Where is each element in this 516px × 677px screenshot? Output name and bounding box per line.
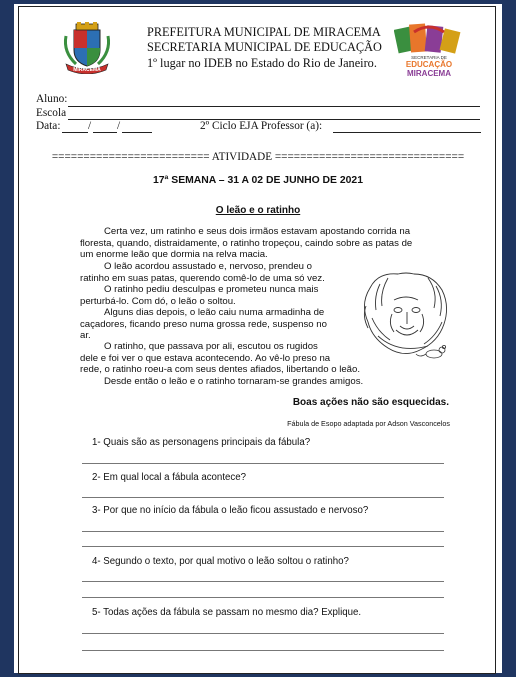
story-line: dele e foi ver o que estava acontecendo. Ao vê-lo preso na	[80, 352, 331, 364]
story-line: O ratinho pediu desculpas e prometeu nunca mais	[104, 284, 319, 295]
answer-line-q3a[interactable]	[82, 531, 444, 532]
story-line: caçadores, ficando preso numa grossa rede, suspenso no	[80, 318, 327, 330]
edu-logo-line2: EDUCAÇÃO	[405, 60, 453, 69]
answer-line-q3b[interactable]	[82, 546, 444, 547]
header-secretaria: SECRETARIA MUNICIPAL DE EDUCAÇÃO	[147, 40, 382, 54]
ciclo-professor-label: 2º Ciclo EJA Professor (a):	[200, 120, 323, 132]
story-line: perturbá-lo. Com dó, o leão o soltou.	[80, 295, 236, 307]
story-paragraph-2	[80, 261, 325, 284]
question-2: 2- Em qual local a fábula acontece?	[92, 472, 247, 483]
professor-field[interactable]	[333, 132, 481, 133]
answer-line-q5a[interactable]	[82, 633, 444, 634]
lion-and-mouse-illustration-icon	[358, 266, 456, 362]
story-line: ratinho em suas patas, querendo comê-lo de uma só vez.	[80, 272, 325, 284]
aluno-label: Aluno:	[36, 93, 68, 105]
municipal-crest-icon	[60, 22, 114, 74]
education-secretariat-logo-icon	[394, 22, 464, 80]
question-5: 5- Todas ações da fábula se passam no mesmo dia? Explique.	[92, 607, 362, 618]
header-ideb: 1º lugar no IDEB no Estado do Rio de Janeiro.	[147, 56, 377, 70]
story-line: Desde então o leão e o ratinho tornaram-se grandes amigos.	[104, 376, 364, 387]
week-heading: 17ª SEMANA – 31 A 02 DE JUNHO DE 2021	[152, 175, 363, 186]
data-month-field[interactable]	[93, 132, 117, 133]
story-line: rede, o ratinho roeu-a com seus dentes afiados, libertando o leão.	[80, 364, 360, 376]
story-line: Alguns dias depois, o leão caiu numa armadinha de	[104, 307, 325, 318]
escola-label: Escola	[36, 107, 67, 119]
aluno-field[interactable]	[68, 106, 480, 107]
story-line: Certa vez, um ratinho e seus dois irmãos estavam apostando corrida na	[104, 226, 411, 237]
story-paragraph-3	[80, 284, 318, 307]
story-line: O leão acordou assustado e, nervoso, prendeu o	[104, 261, 313, 272]
story-line: um enorme leão que dormia na relva macia.	[80, 249, 268, 261]
story-moral: Boas ações não são esquecidas.	[292, 397, 449, 408]
data-label: Data:	[36, 120, 61, 132]
answer-line-q4b[interactable]	[82, 597, 444, 598]
story-line: ar.	[80, 330, 91, 342]
story-title: O leão e o ratinho	[215, 205, 301, 216]
story-line: floresta, quando, distraidamente, o ratinho tropeçou, caindo sobre as patas de	[80, 237, 413, 249]
question-3: 3- Por que no início da fábula o leão ficou assustado e nervoso?	[92, 505, 369, 516]
data-day-field[interactable]	[62, 132, 88, 133]
question-4: 4- Segundo o texto, por qual motivo o leão soltou o ratinho?	[92, 556, 349, 567]
story-line: O ratinho, que passava por ali, escutou os rugidos	[104, 341, 318, 352]
story-paragraph-4	[80, 307, 327, 342]
answer-line-q2[interactable]	[82, 497, 444, 498]
answer-line-q4a[interactable]	[82, 581, 444, 582]
story-paragraph-6	[80, 376, 363, 388]
story-paragraph-5	[80, 341, 360, 376]
data-separator-1: /	[88, 120, 92, 132]
data-separator-2: /	[117, 120, 121, 132]
question-1: 1- Quais são as personagens principais da fábula?	[92, 437, 311, 448]
data-year-field[interactable]	[122, 132, 152, 133]
edu-logo-line3: MIRACEMA	[407, 69, 451, 78]
header-prefeitura: PREFEITURA MUNICIPAL DE MIRACEMA	[147, 25, 381, 39]
atividade-heading: ========================= ATIVIDADE ==============================	[51, 151, 465, 163]
answer-line-q1[interactable]	[82, 463, 444, 464]
crest-ribbon-text: MIRACEMA	[73, 67, 101, 73]
story-paragraph-1	[80, 226, 452, 261]
story-credit: Fábula de Esopo adaptada por Adson Vasconcelos	[287, 419, 450, 428]
answer-line-q5b[interactable]	[82, 650, 444, 651]
edu-logo-line1: SECRETARIA DE	[411, 55, 447, 60]
